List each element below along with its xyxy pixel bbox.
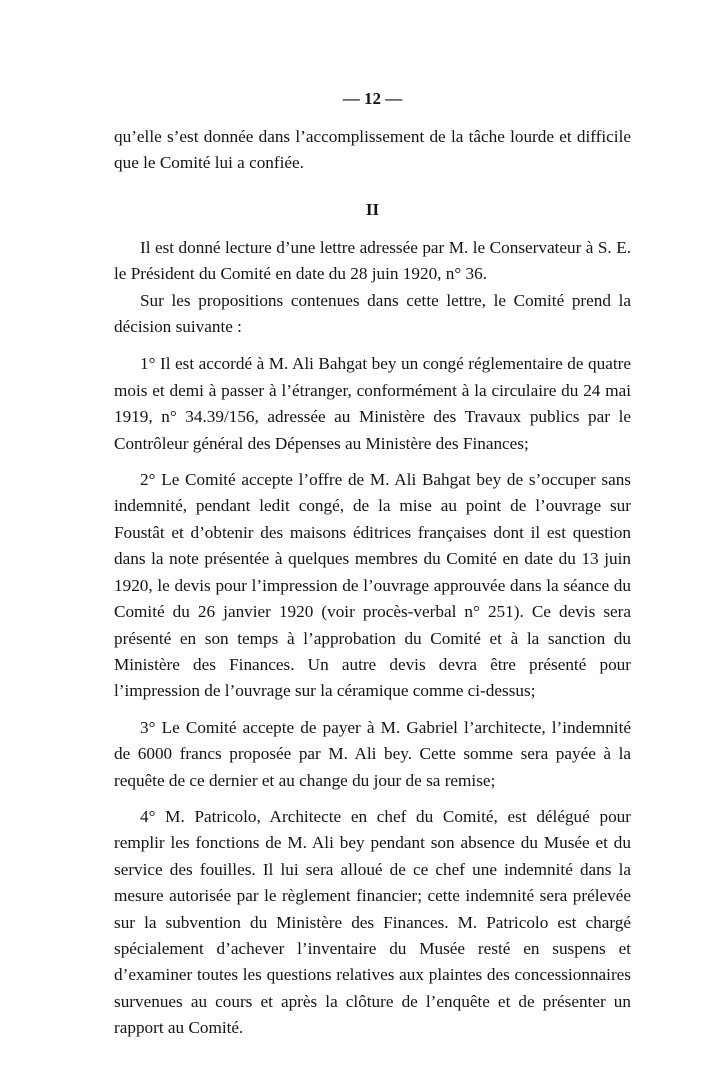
paragraph-item-3: 3° Le Comité accepte de payer à M. Gabriel l’architecte, l’indemnité de 6000 francs proposée par M. Ali bey. Cette somme sera payée à la requête de ce dernier et au change du jour de sa remise; bbox=[114, 717, 631, 790]
page-number-header: — 12 — bbox=[342, 89, 403, 108]
document-page bbox=[114, 88, 631, 1042]
paragraph-item-4: 4° M. Patricolo, Architecte en chef du Comité, est délégué pour remplir les fonctions de M. Ali bey pendant son absence du Musée et du service des fouilles. Il lui sera alloué de ce chef une indemnité dans la mesure autorisée par le règlement financier; cette indemnité sera prélevée sur la subvention du Ministère des Finances. M. Patricolo est chargé spécialement d’achever l’inventaire du Musée resté en suspens et d’examiner toutes les questions relatives aux plaintes des concessionnaires survenues au cours et après la clôture de l’enquête et de présenter un rapport au Comité. bbox=[114, 806, 631, 1038]
paragraph-propositions: Sur les propositions contenues dans cette lettre, le Comité prend la décision suivante : bbox=[114, 290, 631, 337]
paragraph-item-2: 2° Le Comité accepte l’offre de M. Ali Bahgat bey de s’occuper sans indemnité, pendant ledit congé, de la mise au point de l’ouvrage sur Foustât et d’obtenir des maisons éditrices françaises dont il est question dans la note présentée à quelques membres du Comité en date du 13 juin 1920, le devis pour l’impression de l’ouvrage approuvée dans la séance du Comité du 26 janvier 1920 (voir procès-verbal n° 251). Ce devis sera présenté en son temps à l’approbation du Comité et à la sanction du Ministère des Finances. Un autre devis devra être présenté pour l’impression de l’ouvrage sur la céramique comme ci-dessus; bbox=[114, 470, 631, 701]
paragraph-item-1: 1° Il est accordé à M. Ali Bahgat bey un congé réglementaire de quatre mois et demi à passer à l’étranger, conformément à la circulaire du 24 mai 1919, n° 34.39/156, adressée au Ministère des Travaux publics par le Contrôleur général des Dépenses au Ministère des Finances; bbox=[114, 354, 631, 453]
section-heading: II bbox=[365, 199, 380, 219]
paragraph-letter-reading: Il est donné lecture d’une lettre adressée par M. le Conservateur à S. E. le Président du Comité en date du 28 juin 1920, n° 36. bbox=[114, 237, 631, 284]
paragraph-continuation: qu’elle s’est donnée dans l’accomplissement de la tâche lourde et difficile que le Comité lui a confiée. bbox=[114, 127, 631, 173]
